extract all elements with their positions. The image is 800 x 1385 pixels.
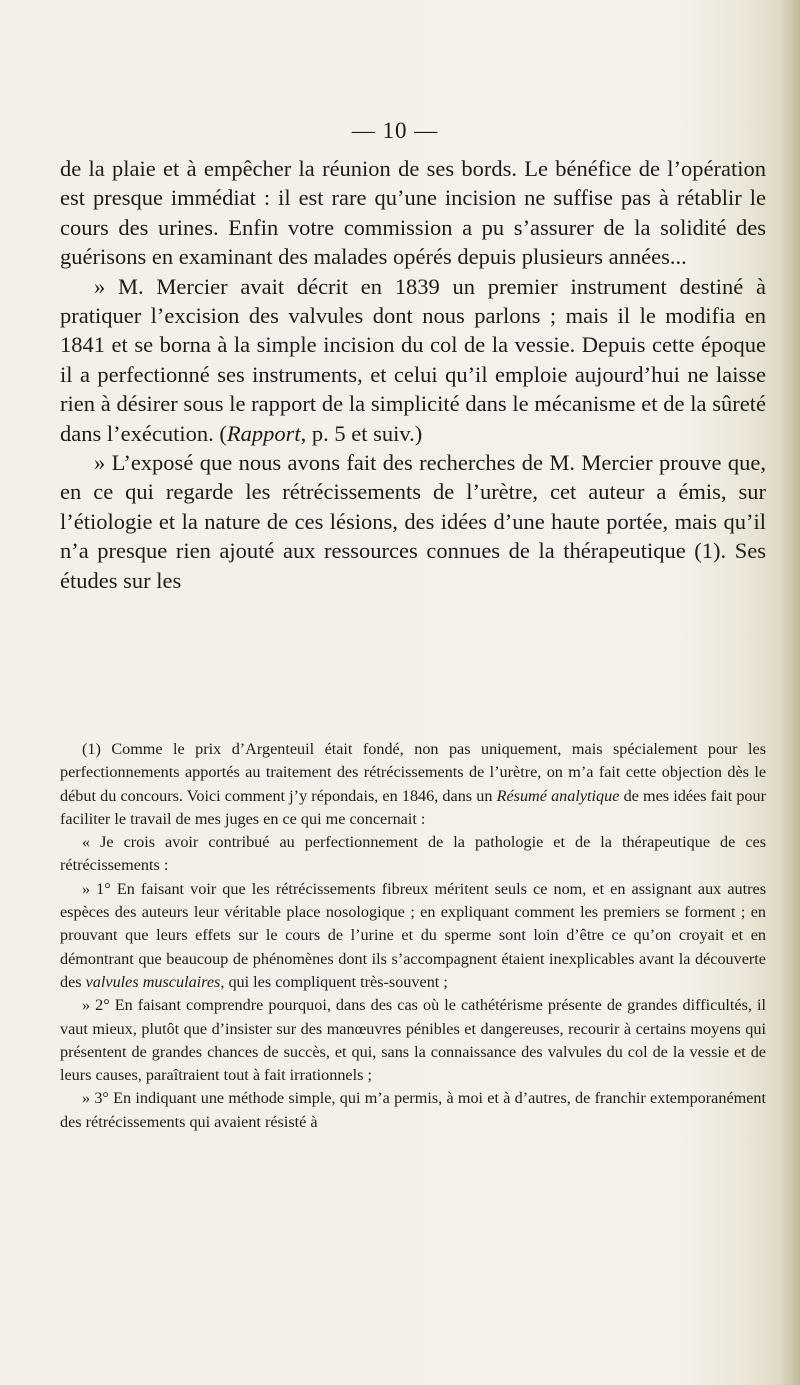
footnote-paragraph bbox=[60, 1087, 766, 1134]
text-segment: , p. 5 et suiv.) bbox=[300, 420, 423, 446]
text-segment: » L’exposé que nous avons fait des recherches de M. Mercier prouve que, en ce qui regarde les rétrécissements de l’urètre, cet auteur a émis, sur l’étiologie et la nature de ces lésions, des idées d’une haute portée, mais qu’il n’a presque rien ajouté aux ressources connues de la thérapeutique (1). Ses études sur les bbox=[60, 450, 766, 593]
body-paragraph bbox=[60, 448, 766, 595]
body-paragraph bbox=[60, 154, 766, 272]
italic-text: Rapport bbox=[226, 420, 301, 446]
footnote-paragraph bbox=[60, 831, 766, 878]
text-segment: de mes idées fait pour faciliter le travail de mes juges en ce qui me concernait : bbox=[60, 786, 767, 828]
main-text bbox=[60, 154, 766, 595]
text-segment: » 1° En faisant voir que les rétrécissements fibreux méritent seuls ce nom, et en assignant aux autres espèces des auteurs leur véritable place nosologique ; en expliquant comment les premiers se forment ; en prouvant que leurs effets sur le cours de l’urine et du sperme sont loin d’être ce qu’on croyait et en démontrant que beaucoup de phénomènes dont ils s’accompagnent étaient inexplicables avant la découverte des bbox=[60, 879, 766, 991]
italic-text: Résumé analytique bbox=[496, 786, 620, 805]
text-segment: » 2° En faisant comprendre pourquoi, dans des cas où le cathétérisme présente de grandes difficultés, il vaut mieux, plutôt que d’insister sur des manœuvres pénibles et dangereuses, recourir à certains moyens qui présentent de grandes chances de succès, et qui, sans la connaissance des valvules du col de la vessie et de leurs causes, paraîtraient tout à fait irrationnels ; bbox=[60, 996, 766, 1085]
text-segment: de la plaie et à empêcher la réunion de ses bords. Le bénéfice de l’opération est presque immédiat : il est rare qu’une incision ne suffise pas à rétablir le cours des urines. Enfin votre commission a pu s’assurer de la solidité des guérisons en examinant des malades opérés depuis plusieurs années... bbox=[60, 156, 766, 270]
footnotes bbox=[60, 738, 766, 1134]
footnote-paragraph bbox=[60, 738, 766, 831]
body-paragraph bbox=[60, 272, 766, 448]
footnote-paragraph bbox=[60, 994, 766, 1087]
page-number: — 10 — bbox=[351, 118, 439, 143]
text-segment: « Je crois avoir contribué au perfectionnement de la pathologie et de la thérapeutique de ces rétrécissements : bbox=[60, 833, 766, 875]
footnote-paragraph bbox=[60, 878, 766, 994]
italic-text: valvules musculaires bbox=[85, 972, 221, 991]
text-segment: » 3° En indiquant une méthode simple, qui m’a permis, à moi et à d’autres, de franchir extemporanément des rétrécissements qui avaient résisté à bbox=[60, 1089, 766, 1131]
text-segment: » M. Mercier avait décrit en 1839 un premier instrument destiné à pratiquer l’excision des valvules dont nous parlons ; mais il le modifia en 1841 et se borna à la simple incision du col de la vessie. Depuis cette époque il a perfectionné ses instruments, et celui qu’il emploie aujourd’hui ne laisse rien à désirer sous le rapport de la simplicité dans le mécanisme et de la sûreté dans l’exécution. ( bbox=[60, 273, 766, 446]
page-edge-shadow bbox=[778, 0, 800, 1385]
text-segment: (1) Comme le prix d’Argenteuil était fondé, non pas uniquement, mais spécialement pour les perfectionnements apportés au traitement des rétrécissements de l’urètre, on m’a fait cette objection dès le début du concours. Voici comment j’y répondais, en 1846, dans un bbox=[60, 740, 766, 805]
text-segment: , qui les compliquent très-souvent ; bbox=[220, 972, 448, 991]
